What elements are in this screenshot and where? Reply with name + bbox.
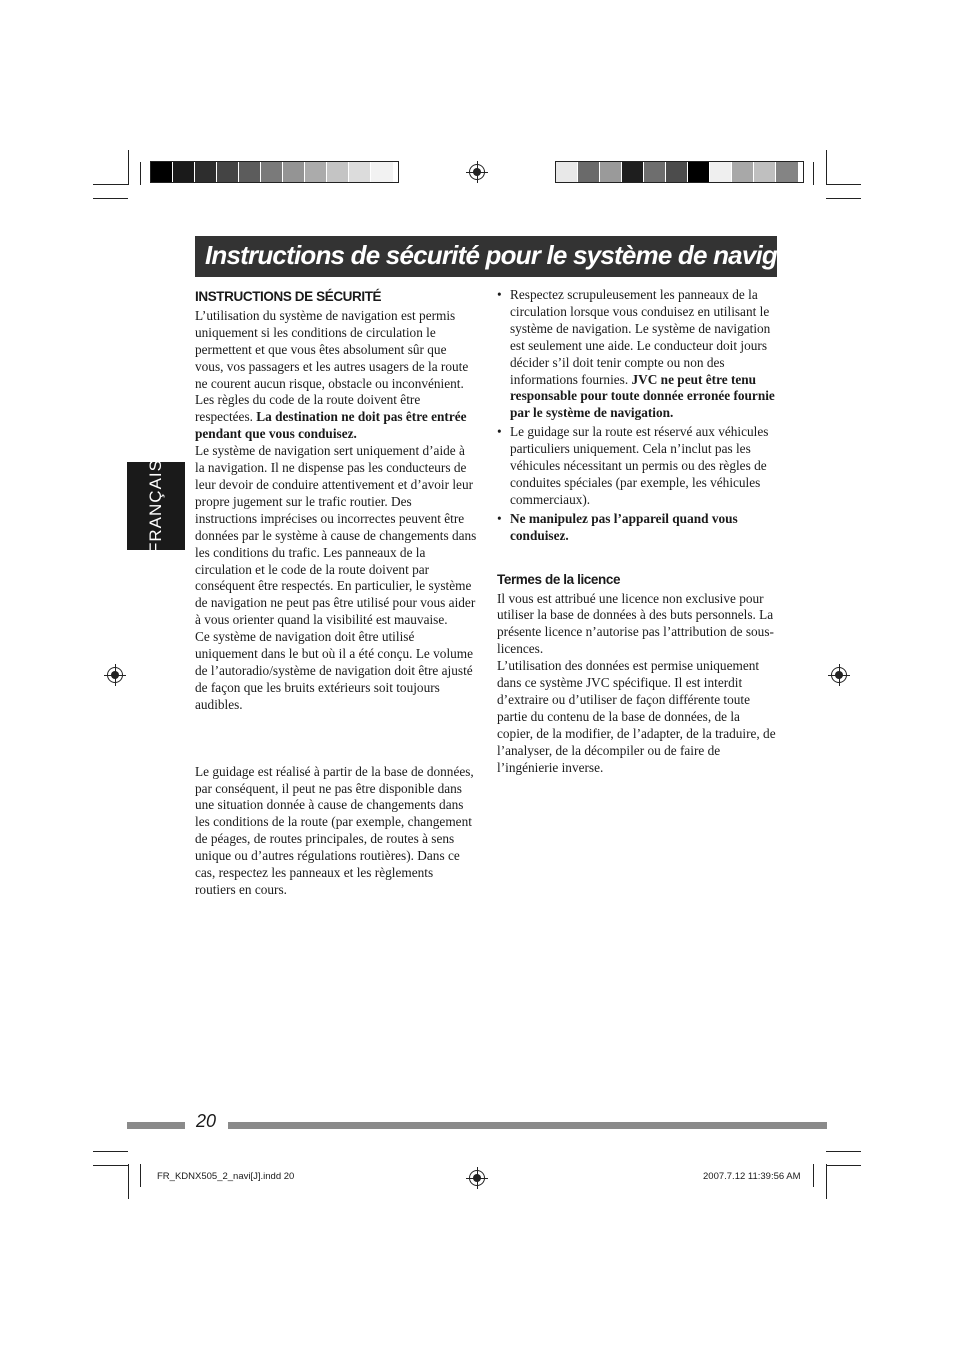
paragraph: Le guidage est réalisé à partir de la base de données, par conséquent, il peut ne pas être disponible dans une situation donnée à cause de changements dans les conditions de la route (par exemple, changement de péages, de routes principales, de routes à sens unique ou d’autres régulations routières). Dans ce cas, respectez les panneaux et les règlements routiers en cours.	[195, 763, 474, 897]
color-swatch	[305, 162, 327, 182]
color-swatch	[732, 162, 754, 182]
crop-mark	[93, 1151, 128, 1152]
crop-mark	[826, 1151, 861, 1152]
crop-mark	[826, 198, 861, 199]
color-swatch	[666, 162, 688, 182]
color-swatch	[349, 162, 371, 182]
page-number: 20	[196, 1111, 217, 1131]
color-swatch	[622, 162, 644, 182]
color-swatch	[283, 162, 305, 182]
print-timestamp: 2007.7.12 11:39:56 AM	[703, 1171, 801, 1182]
registration-mark-icon	[469, 164, 485, 180]
color-swatch	[710, 162, 732, 182]
color-swatch	[556, 162, 578, 182]
color-swatch	[239, 162, 261, 182]
list-item	[497, 287, 777, 422]
paragraph: Ce système de navigation doit être utilisé uniquement dans le but où il a été conçu. Le volume de l’autoradio/système de navigation doit être ajusté de façon que les bruits extérieurs soit toujours audibles.	[195, 629, 474, 712]
paragraph	[195, 308, 477, 443]
crop-mark	[826, 184, 861, 185]
paragraph: Il vous est attribué une licence non exclusive pour utiliser la base de données à des buts personnels. La présente licence n’autorise pas l’attribution de sous-licences.	[497, 590, 774, 657]
color-swatch	[151, 162, 173, 182]
list-item	[497, 511, 777, 545]
crop-mark	[826, 1164, 827, 1199]
page-title-bar	[195, 236, 836, 277]
color-swatch	[217, 162, 239, 182]
page-title: Instructions de sécurité pour le système de navigation	[205, 240, 836, 270]
crop-mark	[826, 150, 827, 185]
license-heading: Termes de la licence	[497, 571, 621, 587]
crop-mark	[826, 1165, 861, 1166]
bullet-list	[497, 287, 777, 545]
color-calibration-bar-right	[555, 161, 804, 183]
color-calibration-bar-left	[150, 161, 399, 183]
paragraph: Le système de navigation sert uniquement d’aide à la navigation. Il ne dispense pas les conducteurs de leur devoir de conduire attentivement et d’avoir leur propre jugement sur le trafic routier. Des instructions imprécises ou incorrectes peuvent être données par le système à cause de changements dans les conditions du trafic. Les panneaux de la circulation et le code de la route doivent par conséquent être respectés. En particulier, le système de navigation ne peut pas être utilisé pour vous aider à vous orienter quand la visibilité est mauvaise.	[195, 443, 477, 628]
footer-rule	[127, 1122, 185, 1129]
section-heading: INSTRUCTIONS DE SÉCURITÉ	[195, 289, 382, 304]
left-column	[195, 289, 477, 899]
footer-rule	[228, 1122, 827, 1129]
paragraph: L’utilisation des données est permise uniquement dans ce système JVC spécifique. Il est interdit d’extraire ou d’utiliser de façon différente toute partie du contenu de la base de données, de la copier, de la modifier, de l’adapter, de la traduire, de l’analyser, de la décompiler ou de faire de l’ingénierie inverse.	[497, 658, 776, 775]
color-swatch	[261, 162, 283, 182]
list-item: • Le guidage sur la route est réservé aux véhicules particuliers uniquement. Cela n’inclut pas les véhicules nécessitant un permis ou des règles de conduites spéciales (par exemple, les véhicules commerciaux).	[497, 424, 777, 509]
color-swatch	[754, 162, 776, 182]
color-swatch	[688, 162, 710, 182]
color-swatch	[173, 162, 195, 182]
bold-warning: Ne manipulez pas l’appareil quand vous conduisez.	[510, 510, 738, 543]
registration-mark-icon	[107, 667, 123, 683]
color-swatch	[644, 162, 666, 182]
bold-warning: JVC ne peut être tenu responsable pour toute donnée erronée fournie par le système de navigation.	[510, 371, 775, 421]
crop-mark	[93, 198, 128, 199]
file-slug: FR_KDNX505_2_navi[J].indd 20	[157, 1171, 295, 1182]
paragraph-text: L’utilisation du système de navigation est permis uniquement si les conditions de circulation le permettent et que vous êtes absolument sûr que vous, vos passagers et les autres usagers de la route ne courent aucun risque, obstacle ou inconvénient. Les règles du code de la route doivent être respectées.	[195, 307, 469, 425]
list-item-text: Respectez scrupuleusement les panneaux de la circulation lorsque vous conduisez en utilisant le système de navigation. Le système de navigation est seulement une aide. Le conducteur doit jours décider s’il doit tenir compte ou non des informations fournies.	[510, 287, 771, 387]
color-swatch	[600, 162, 622, 182]
color-swatch	[578, 162, 600, 182]
registration-mark-icon	[469, 1170, 485, 1186]
registration-mark-icon	[831, 667, 847, 683]
color-swatch	[776, 162, 798, 182]
crop-mark	[813, 162, 814, 185]
crop-mark	[93, 1165, 128, 1166]
crop-mark	[128, 1164, 129, 1199]
color-swatch	[327, 162, 349, 182]
crop-mark	[93, 184, 128, 185]
crop-mark	[140, 1164, 141, 1187]
right-column	[497, 287, 777, 776]
crop-mark	[813, 1164, 814, 1187]
color-swatch	[371, 162, 393, 182]
crop-mark	[128, 150, 129, 185]
language-tab	[127, 459, 185, 553]
crop-mark	[140, 162, 141, 185]
language-tab-label: FRANÇAIS	[146, 459, 165, 553]
bold-warning: La destination ne doit pas être entrée pendant que vous conduisez.	[195, 409, 467, 442]
color-swatch	[195, 162, 217, 182]
